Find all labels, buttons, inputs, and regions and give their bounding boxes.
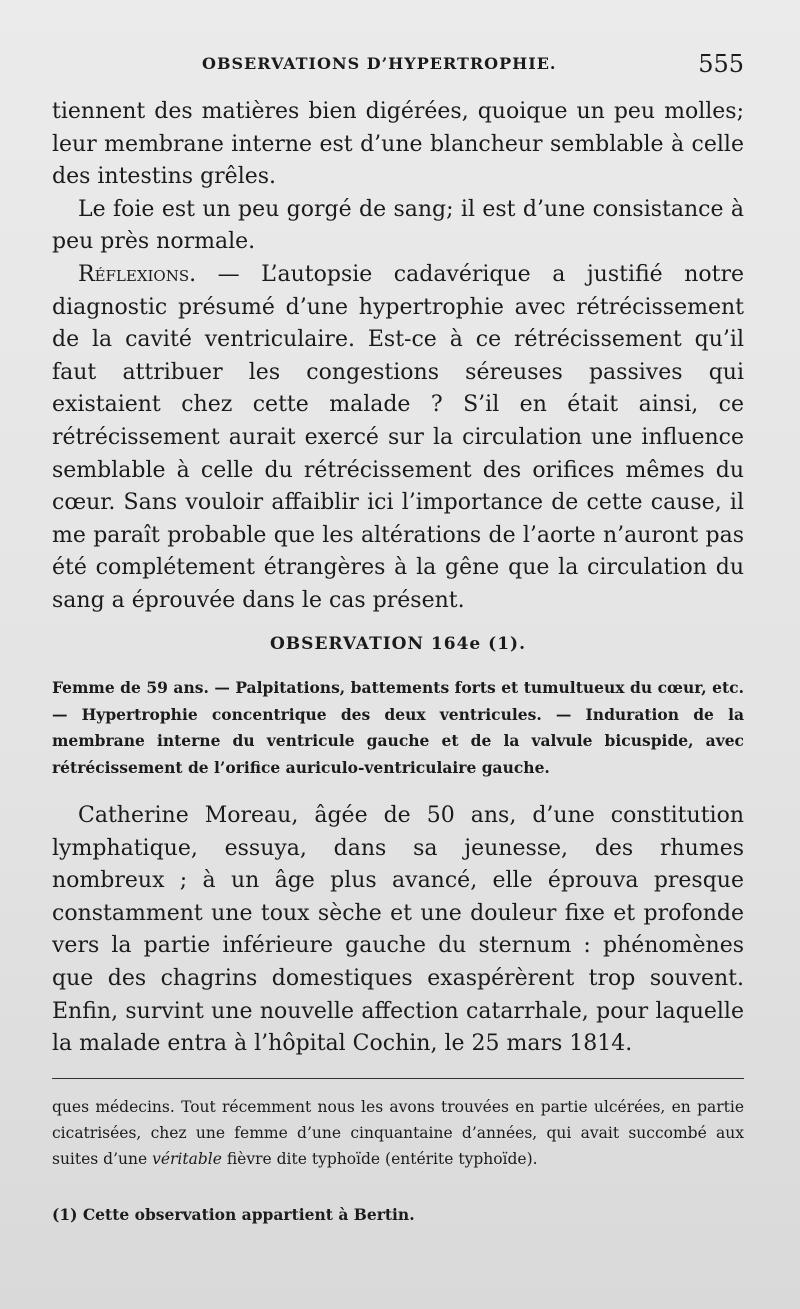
- paragraph-continuation: tiennent des matières bien digérées, quoique un peu molles; leur membrane interne est d’une blancheur semblable à celle des intestins grêles.: [52, 99, 744, 190]
- page-header: [52, 50, 744, 80]
- reflexions-text: — L’autopsie cadavérique a justifié notre diagnostic présumé d’une hypertrophie avec rétrécissement de la cavité ventriculaire. Est-ce à ce rétrécissement qu’il faut attribuer les congestions séreuses passives qui existaient chez cette malade ? S’il en était ainsi, ce rétrécissement aurait exercé sur la circulation une influence semblable à celle du rétrécissement des orifices mêmes du cœur. Sans vouloir affaiblir ici l’importance de cette cause, il me paraît probable que les altérations de l’aorte n’auront pas été complétement étrangères à la gêne que la circulation du sang a éprouvée dans le cas présent.: [52, 261, 744, 613]
- paragraph-liver: Le foie est un peu gorgé de sang; il est d’une consistance à peu près normale.: [52, 196, 744, 255]
- paragraph-reflexions: [52, 259, 744, 618]
- case-narrative: [52, 800, 744, 1061]
- observation-heading: OBSERVATION 164e (1).: [270, 634, 526, 654]
- footnote-text-part1: ques médecins. Tout récemment nous les avons trouvées en partie ulcérées, en partie cicatrisées, chez une femme d’une cinquantaine d’années, qui avait succombé aux suites d’une: [52, 1098, 744, 1168]
- footnote-text-part2: fièvre dite typhoïde (entérite typhoïde).: [221, 1150, 538, 1168]
- reflexions-label: Réflexions.: [78, 261, 197, 287]
- case-paragraph: Catherine Moreau, âgée de 50 ans, d’une constitution lymphatique, essuya, dans sa jeunesse, des rhumes nombreux ; à un âge plus avancé, elle éprouva presque constamment une toux sèche et une douleur fixe et profonde vers la partie inférieure gauche du sternum : phénomènes que des chagrins domestiques exaspérèrent trop souvent. Enfin, survint une nouvelle affection catarrhale, pour laquelle la malade entra à l’hôpital Cochin, le 25 mars 1814.: [52, 803, 744, 1057]
- page-number: 555: [698, 50, 744, 78]
- footnote-divider: [52, 1078, 744, 1079]
- footnote-italic-word: véritable: [152, 1150, 222, 1168]
- footnote-continuation: [52, 1094, 744, 1172]
- footnote-1: (1) Cette observation appartient à Bertin.: [52, 1205, 415, 1224]
- main-text: [52, 96, 744, 618]
- observation-summary: Femme de 59 ans. — Palpitations, battements forts et tumultueux du cœur, etc. — Hypertrophie concentrique des deux ventricules. — Induration de la membrane interne du ventricule gauche et de la valvule bicuspide, avec rétrécissement de l’orifice auriculo-ventriculaire gauche.: [52, 678, 744, 777]
- running-title: OBSERVATIONS D’HYPERTROPHIE.: [202, 54, 557, 73]
